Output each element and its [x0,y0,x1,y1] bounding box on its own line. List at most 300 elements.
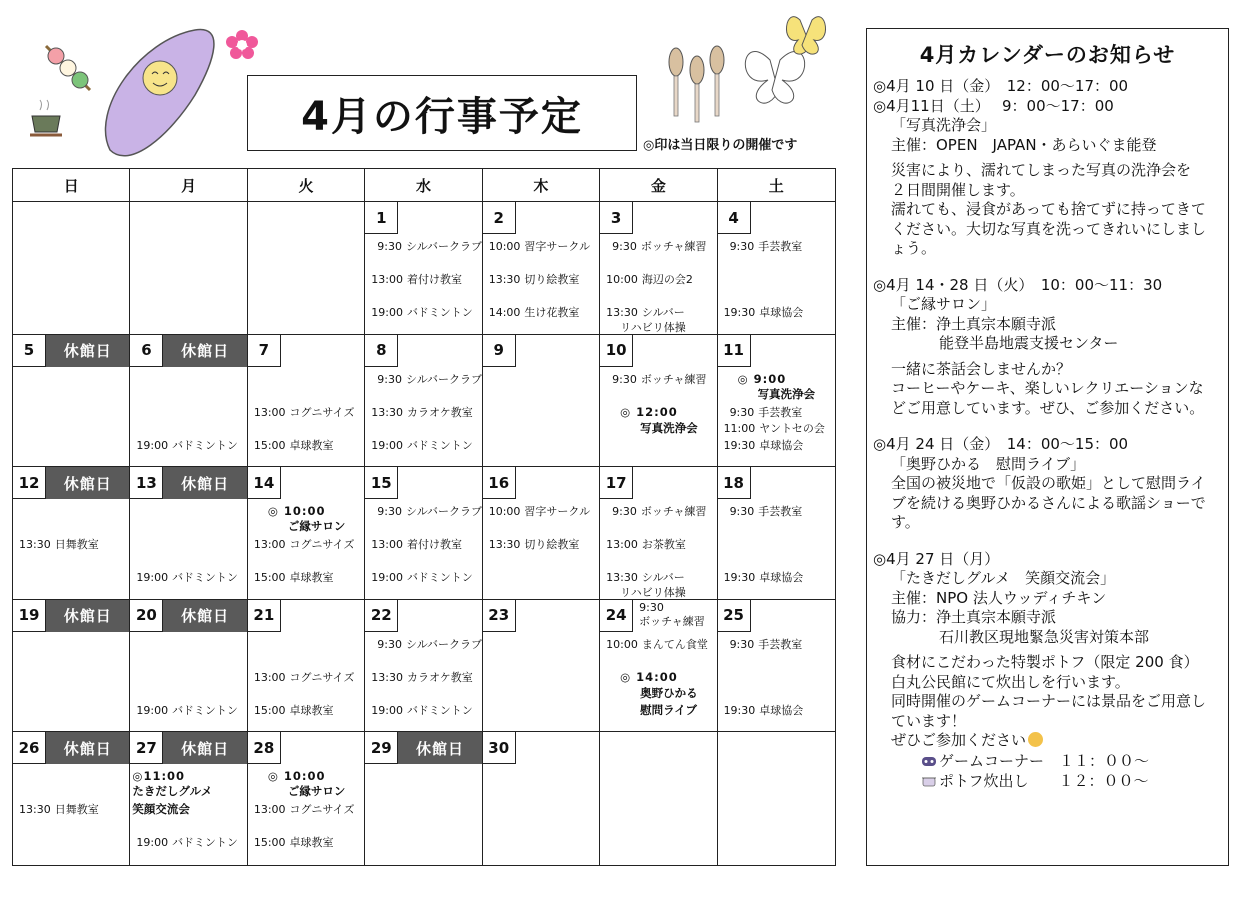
day-number: 16 [483,467,516,499]
special-event [268,769,362,784]
day-number: 19 [13,600,46,632]
event-label: 着付け教室 [406,538,462,552]
tea-cup-icon [30,100,62,135]
day-number: 18 [718,467,751,499]
event-label: ご縁サロン [287,784,346,799]
event-entry [730,637,833,652]
event-entry [377,372,482,387]
closed-day-badge: 休館日 [46,600,129,632]
description-text: 同時開催のゲームコーナーには景品をご用意し [891,692,1207,710]
calendar-day-cell [130,732,247,865]
event-entry [19,537,127,552]
event-entry [254,537,362,552]
weekday-header: 土 [718,169,835,202]
event-time: ◎ 12:00 [620,404,678,419]
announcement-description [891,239,1222,259]
event-entry [371,305,479,320]
calendar-day-cell [13,732,130,865]
calendar-day-cell [718,732,835,865]
event-label: ご縁サロン [287,519,346,534]
event-time: 13:00 [253,670,286,684]
event-time: 9:30 [612,240,637,253]
day-number: 30 [483,732,516,764]
day-number: 13 [130,467,163,499]
event-entry [724,305,833,320]
announcement-description [891,181,1222,201]
flower-icon [226,30,258,59]
event-label: 慰問ライブ [640,702,697,717]
event-time: 9:30 [377,637,402,651]
announcement-line: ◎4月 27 日（月） [873,549,1000,568]
event-label: 切り絵教室 [524,273,580,286]
event-entry [612,504,714,519]
calendar-day-cell [365,600,482,733]
event-entry [254,835,362,850]
day-number: 21 [248,600,281,632]
day-number: 1 [365,202,398,234]
event-time: 15:00 [253,438,286,452]
announcement-line: 「ご縁サロン」 [891,295,997,313]
event-entry [371,272,479,287]
closed-day-badge: 休館日 [163,467,246,499]
event-label: コグニサイズ [289,538,355,552]
event-time: 10:00 [606,273,638,286]
schedule-text: ポトフ炊出し １２：００～ [939,771,1149,790]
event-time: 19:00 [371,306,403,319]
day-number: 27 [130,732,163,764]
announcement-line: ◎4月 14・28 日（火） 10：00～11：30 [873,275,1163,294]
announcement-line: 「奥野ひかる 慰問ライブ」 [891,454,1086,473]
event-time: 13:00 [253,538,286,552]
day-number: 3 [600,202,633,234]
special-event [758,387,833,402]
event-entry [371,703,479,718]
calendar-day-cell [718,600,835,733]
event-label: 卓球教室 [289,571,334,585]
day-number: 24 [600,600,633,632]
event-label: シルバークラブ [405,637,482,651]
event-label: 習字サークル [524,240,591,253]
announcement-line: 主催：NPO 法人ウッディチキン [891,588,1107,607]
event-entry [136,438,244,453]
day-number: 5 [13,335,46,367]
weekday-header: 水 [365,169,482,202]
day-number: 20 [130,600,163,632]
event-entry [724,703,833,718]
announcement-panel [866,28,1229,866]
event-time: ◎ 10:00 [267,504,326,519]
special-event [620,405,714,420]
calendar-day-cell [365,467,482,600]
closed-day-badge: 休館日 [46,732,129,764]
announcement-line: ◎4月 24 日（金） 14：00～15：00 [873,435,1129,453]
description-text: 濡れても、浸食があっても捨てずに持ってきて [891,200,1206,218]
calendar-day-cell [718,202,835,335]
event-time: 13:00 [371,273,403,286]
event-label: ボッチャ練習 [640,372,707,386]
calendar-day-cell [600,467,717,600]
event-label: 卓球協会 [759,306,804,319]
weekday-header: 金 [600,169,717,202]
event-entry [620,585,714,600]
special-event [738,372,833,387]
day-number: 25 [718,600,751,632]
event-entry [724,421,833,436]
day-number: 26 [13,732,46,764]
event-label: 卓球教室 [289,703,334,717]
announcement-list [873,77,1222,791]
weekday-header: 火 [248,169,365,202]
calendar-day-cell [483,335,600,468]
announcement-description [891,379,1222,399]
event-head-line: 9:30 [639,600,664,614]
description-text: どご用意しています。ぜひ、ご参加ください。 [891,398,1205,417]
event-time: 9:30 [612,505,637,519]
day-number: 6 [130,335,163,367]
event-label: バドミントン [406,438,473,452]
description-text: ２日間開催します。 [891,180,1025,199]
special-event [268,504,362,519]
description-text: 白丸公民館にて炊出しを行います。 [891,672,1130,691]
description-text: ょう。 [891,239,937,257]
event-time: 9:30 [729,240,755,253]
schedule-line [873,751,1222,771]
event-label: コグニサイズ [289,803,355,817]
event-entry [254,570,362,585]
event-entry [730,239,833,254]
closed-day-badge: 休館日 [163,335,246,367]
event-label: 日舞教室 [54,803,99,817]
event-time: 15:00 [253,571,286,585]
day-number: 10 [600,335,633,367]
announcement-line: 全国の被災地で「仮設の歌姫」として慰問ライ [891,474,1206,492]
day-number: 2 [483,202,516,234]
special-event [288,784,362,799]
event-label: 卓球協会 [759,571,804,585]
event-time: 9:30 [377,372,402,386]
event-entry [724,570,833,585]
event-entry [724,438,833,453]
calendar-day-cell [130,202,247,335]
event-label: 奥野ひかる [640,685,698,700]
event-calendar [12,168,836,866]
event-time: 19:00 [136,836,169,850]
special-event [640,421,714,436]
event-label: バドミントン [172,703,238,717]
event-time: 13:30 [606,571,638,585]
calendar-day-cell [248,202,365,335]
calendar-day-cell [365,732,482,865]
event-label: 着付け教室 [406,273,462,286]
closed-day-badge: 休館日 [46,335,129,367]
event-time: 13:30 [19,803,51,817]
description-text: 食材にこだわった特製ポトフ（限定 200 食） [891,653,1199,671]
event-entry [377,637,482,652]
day-number: 15 [365,467,398,499]
calendar-day-cell [483,600,600,733]
announcement-description [891,731,1222,751]
special-event [620,670,714,685]
event-entry [136,703,244,718]
calendar-day-cell [248,335,365,468]
event-time: 13:30 [371,405,403,419]
day-number: 23 [483,600,516,632]
event-time: 9:30 [729,405,755,419]
calendar-day-cell [600,202,717,335]
day-number: 22 [365,600,398,632]
calendar-day-cell [600,600,717,733]
calendar-day-cell [718,467,835,600]
announcement-line: 「写真洗浄会」 [891,116,997,134]
event-entry [136,570,244,585]
event-time: 11:00 [723,421,756,435]
event-label: カラオケ教室 [406,405,473,419]
event-label: ボッチャ練習 [640,505,707,519]
calendar-day-cell [365,202,482,335]
description-text: 災害により、濡れてしまった写真の洗浄会を [891,161,1192,179]
event-label: リハビリ体操 [620,586,686,600]
event-time: 10:00 [606,637,638,651]
event-time: 15:00 [253,703,286,717]
event-entry [371,405,479,420]
event-label: 写真洗浄会 [640,420,698,435]
special-event [132,802,244,817]
event-entry [489,305,597,320]
event-label: バドミントン [406,703,473,717]
event-entry [606,305,714,320]
event-entry [489,537,597,552]
event-entry [730,504,833,519]
event-label: ボッチャ練習 [640,240,707,253]
event-time: ◎ 10:00 [267,769,326,784]
calendar-day-cell [13,202,130,335]
event-label: バドミントン [406,306,473,319]
day-number: 29 [365,732,398,764]
event-time: 9:30 [729,637,755,651]
event-time: ◎ 9:00 [737,371,787,386]
event-time: 13:00 [253,405,286,419]
calendar-day-cell [365,335,482,468]
event-entry [606,637,714,652]
event-entry [371,438,479,453]
day-number: 17 [600,467,633,499]
event-entry [371,537,479,552]
event-time: ◎ 14:00 [620,669,678,684]
event-time: 19:00 [136,438,169,452]
event-time: 19:30 [723,571,756,585]
event-label: 手芸教室 [758,405,803,419]
announcement-line: 能登半島地震支援センター [939,334,1119,352]
event-label: 手芸教室 [758,240,803,253]
description-text: ください。大切な写真を洗ってきれいにしまし [891,219,1207,238]
event-time: 14:00 [488,306,521,319]
event-time: 13:30 [488,273,521,286]
announcement-description [891,692,1222,712]
announcement-line: 「たきだしグルメ 笑顔交流会」 [891,569,1116,587]
event-entry [606,537,714,552]
event-time: 9:30 [729,505,755,519]
event-entry [489,239,597,254]
calendar-day-cell [130,467,247,600]
page-title: 4月の行事予定 [247,75,637,151]
event-entry [371,570,479,585]
calendar-day-cell [483,202,600,335]
calendar-day-cell [718,335,835,468]
event-label: バドミントン [172,438,238,452]
event-label: シルバー [641,571,685,585]
event-time: 19:30 [723,703,756,717]
event-label: たきだしグルメ [132,784,213,799]
event-entry [730,405,833,420]
closed-day-badge: 休館日 [46,467,129,499]
event-label: シルバークラブ [405,372,482,386]
announcement-description [891,653,1222,673]
event-label: まんてん食堂 [641,637,708,651]
event-time: 13:30 [606,306,638,319]
event-entry [254,802,362,817]
day-number: 8 [365,335,398,367]
event-time: 19:00 [371,438,403,452]
event-label: バドミントン [172,571,238,585]
calendar-day-cell [130,600,247,733]
event-entry [489,504,597,519]
closed-day-badge: 休館日 [163,600,246,632]
event-label: カラオケ教室 [406,670,473,684]
event-time: 13:00 [371,538,403,552]
event-entry [489,272,597,287]
announcement-description [891,161,1222,181]
day-number: 4 [718,202,751,234]
mushroom-icon [669,46,724,122]
announcement-line: ブを続ける奥野ひかるさんによる歌謡ショーで [891,493,1206,512]
weekday-header: 日 [13,169,130,202]
event-label: コグニサイズ [289,405,355,419]
announcement-item [873,435,1222,533]
day-number: 9 [483,335,516,367]
schedule-line [873,771,1222,791]
event-time: 19:00 [136,703,169,717]
event-label: 笑顔交流会 [132,802,190,817]
calendar-day-cell [13,467,130,600]
event-time: 13:30 [19,538,51,552]
announcement-description [891,200,1222,220]
calendar-day-cell [600,335,717,468]
announcement-line: 協力：浄土真宗本願寺派 [891,608,1057,626]
calendar-day-cell [483,467,600,600]
event-label: 卓球教室 [289,438,334,452]
event-entry [254,670,362,685]
event-entry [254,438,362,453]
calendar-day-cell [248,467,365,600]
event-time: 13:30 [488,538,521,552]
event-time: 13:30 [371,670,403,684]
event-label: 卓球協会 [759,438,804,452]
event-entry [136,835,244,850]
description-text: 一緒に茶話会しませんか？ [891,359,1072,378]
title-note: ◎印は当日限りの開催です [643,138,798,153]
day-number: 28 [248,732,281,764]
schedule-text: ゲームコーナー １１：００～ [939,751,1150,770]
event-head-line: ボッチャ練習 [639,614,705,628]
weekday-header: 木 [483,169,600,202]
event-time: 19:00 [371,571,403,585]
smile-icon [1028,732,1043,747]
closed-day-badge: 休館日 [398,732,481,764]
weekday-header: 月 [130,169,247,202]
description-text: コーヒーやケーキ、楽しいレクリエーションな [891,379,1204,397]
event-time: 15:00 [253,836,286,850]
announcement-description [891,673,1222,693]
special-event [132,784,244,799]
event-entry [620,320,714,335]
event-entry [377,504,482,519]
event-label: シルバークラブ [405,240,482,253]
event-time: 19:30 [723,438,756,452]
event-entry [371,670,479,685]
event-entry [19,802,127,817]
day-number: 7 [248,335,281,367]
event-time: 9:30 [377,240,402,253]
closed-day-badge: 休館日 [163,732,246,764]
event-time: ◎11:00 [132,769,186,784]
announcement-line: 石川教区現地緊急災害対策本部 [939,627,1150,646]
event-label: 生け花教室 [524,306,580,319]
event-time: 9:30 [377,505,402,519]
event-label: お茶教室 [641,538,686,552]
event-time: 13:00 [606,538,638,552]
dango-icon [46,46,90,90]
gamepad-icon [921,753,937,767]
event-time: 19:30 [723,306,756,319]
announcement-item [873,276,1222,419]
calendar-day-cell [130,335,247,468]
announcement-description [891,360,1222,380]
event-label: 卓球協会 [759,703,804,717]
calendar-day-cell [248,732,365,865]
special-event [640,703,714,718]
description-text: ています！ [891,711,967,730]
calendar-day-cell [600,732,717,865]
special-event [640,686,714,701]
event-entry [254,405,362,420]
sweet-potato-icon [106,30,214,156]
announcement-title: 4月カレンダーのお知らせ [919,43,1176,67]
announcement-item [873,550,1222,791]
announcement-line: 主催：浄土真宗本願寺派 [891,314,1057,333]
event-label: 卓球教室 [289,836,334,850]
announcement-line: す。 [891,513,920,531]
day-number: 14 [248,467,281,499]
event-label: 手芸教室 [758,505,803,519]
calendar-day-cell [13,335,130,468]
event-time: 19:00 [136,571,169,585]
announcement-item [873,77,1222,259]
announcement-description [891,220,1222,240]
event-label: バドミントン [172,836,238,850]
event-entry [606,570,714,585]
announcement-line: ◎4月 10 日（金） 12：00～17：00 [873,77,1129,95]
event-label: ヤントセの会 [759,421,825,435]
event-entry [606,272,714,287]
pot-icon [921,773,937,787]
event-time: 9:30 [612,372,637,386]
event-time: 19:00 [371,703,403,717]
announcement-line: ◎4月11日（土） 9：00～17：00 [873,96,1114,115]
event-label: シルバー [641,306,685,319]
event-label: バドミントン [406,571,473,585]
announcement-description [891,399,1222,419]
event-label: 習字サークル [524,505,591,519]
